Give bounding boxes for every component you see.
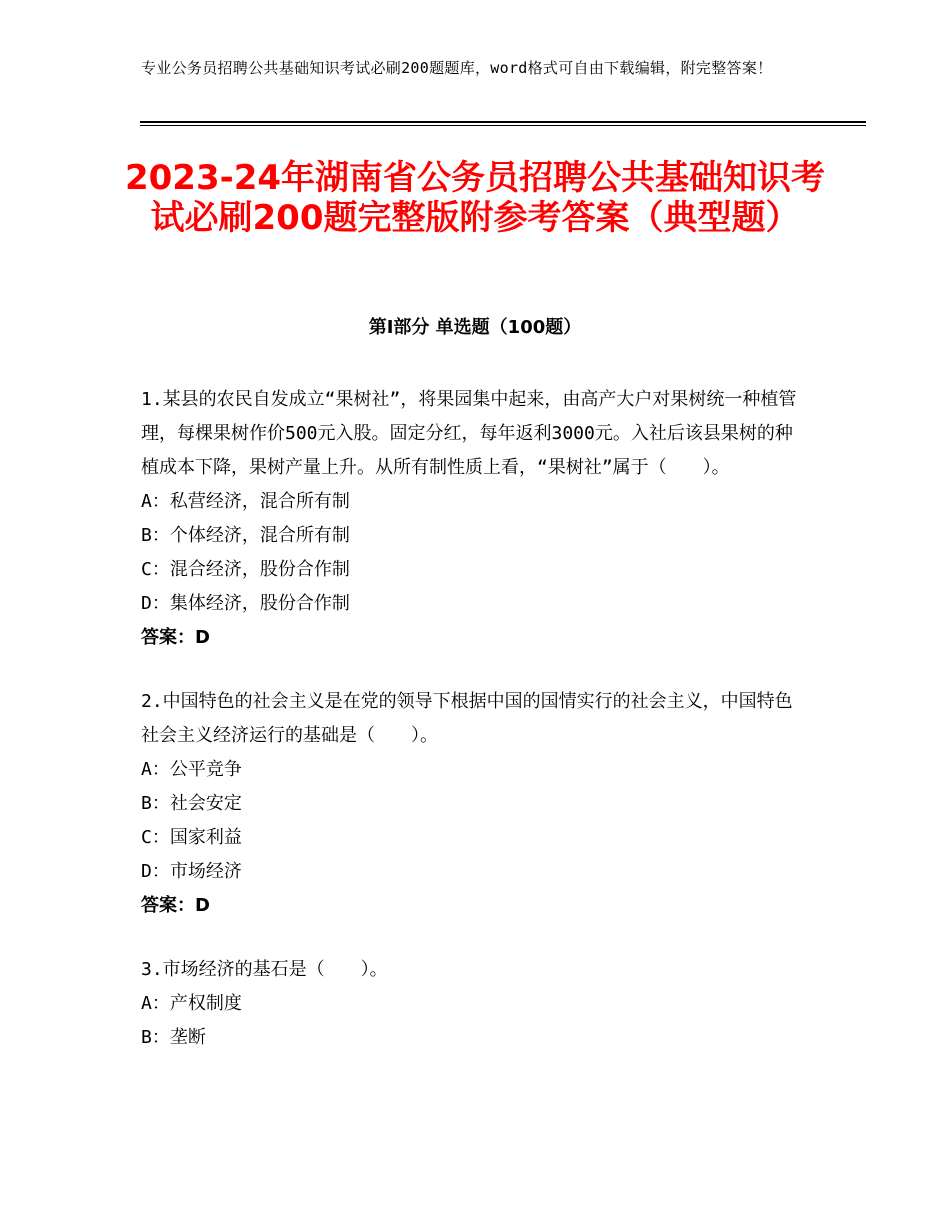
- question-text: 2.中国特色的社会主义是在党的领导下根据中国的国情实行的社会主义，中国特色社会主义经济运行的基础是（ ）。: [141, 691, 793, 746]
- answer-label: 答案：D: [141, 627, 210, 648]
- header-rule-thick: [140, 121, 866, 123]
- answer-label: 答案：D: [141, 895, 210, 916]
- header-note: 专业公务员招聘公共基础知识考试必刷200题题库，word格式可自由下载编辑，附完整答案！: [141, 59, 773, 77]
- option-c: C：国家利益: [141, 827, 242, 848]
- option-a: A：私营经济，混合所有制: [141, 491, 350, 512]
- option-d: D：集体经济，股份合作制: [141, 593, 350, 614]
- option-a: A：产权制度: [141, 993, 242, 1014]
- option-d: D：市场经济: [141, 861, 242, 882]
- question-text: 3.市场经济的基石是（ ）。: [141, 959, 388, 980]
- section-title: 第Ⅰ部分 单选题（100题）: [368, 317, 582, 338]
- question-2: [141, 685, 801, 923]
- question-text: 1.某县的农民自发成立“果树社”，将果园集中起来，由高产大户对果树统一种植管理，每棵果树作价500元入股。固定分红，每年返利3000元。入社后该县果树的种植成本下降，果树产量上升。从所有制性质上看，“果树社”属于（ ）。: [141, 389, 797, 478]
- header-rule-thin: [140, 125, 866, 126]
- document-title: 2023-24年湖南省公务员招聘公共基础知识考试必刷200题完整版附参考答案（典型题）: [124, 158, 826, 238]
- option-b: B：垄断: [141, 1027, 206, 1048]
- option-b: B：社会安定: [141, 793, 242, 814]
- option-b: B：个体经济，混合所有制: [141, 525, 350, 546]
- option-c: C：混合经济，股份合作制: [141, 559, 350, 580]
- question-list: [141, 383, 801, 1085]
- option-a: A：公平竞争: [141, 759, 242, 780]
- question-1: [141, 383, 801, 655]
- question-3: [141, 953, 801, 1055]
